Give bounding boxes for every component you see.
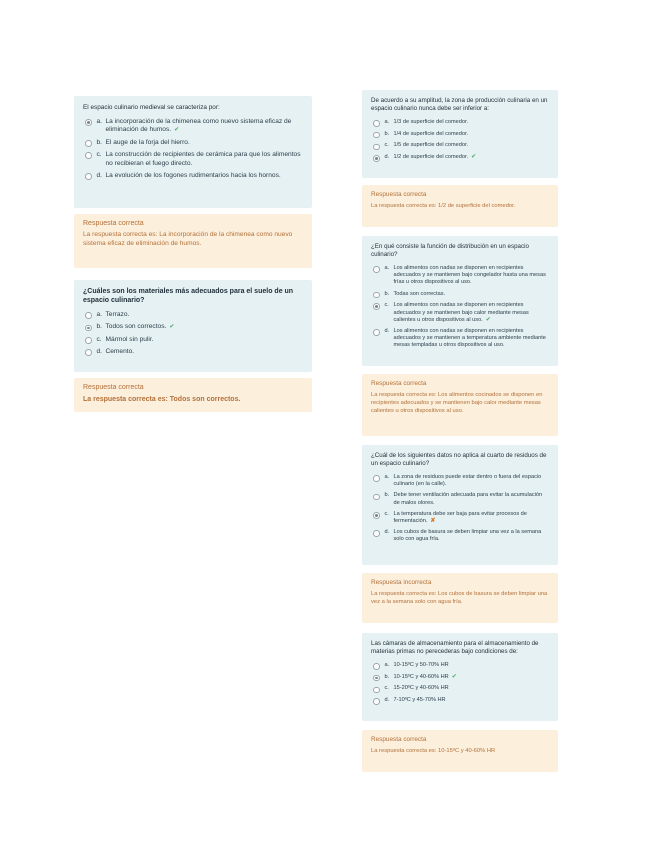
feedback-body: La respuesta correcta es: Los alimentos cocinados se disponen en recipientes adecuados y se mantienen bajo calor mediante mesas calientes u otros dispositivos al uso. [371, 392, 543, 414]
answer-option[interactable] [83, 139, 303, 147]
feedback-card-2 [74, 378, 312, 412]
feedback-card-3 [362, 185, 558, 227]
radio-button[interactable] [373, 329, 380, 336]
option-text [394, 529, 550, 543]
answer-option[interactable] [371, 302, 549, 324]
feedback-title: Respuesta correcta [371, 380, 427, 387]
option-letter: a. [384, 119, 390, 125]
radio-button[interactable] [373, 144, 380, 151]
option-label: Todos son correctos. [105, 323, 167, 331]
option-letter: d. [96, 348, 102, 356]
answer-option[interactable] [371, 511, 549, 525]
option-letter: a. [384, 662, 390, 668]
option-label: El auge de la forja del hierro. [105, 138, 190, 146]
answer-option[interactable] [371, 674, 549, 682]
option-text [394, 119, 550, 126]
check-icon: ✔ [471, 154, 477, 161]
question-card-5 [362, 445, 558, 565]
radio-button[interactable] [85, 140, 92, 147]
radio-button[interactable] [85, 337, 92, 344]
option-letter: d. [384, 697, 390, 704]
answer-option[interactable] [371, 662, 549, 670]
option-label: La evolución de los fogones rudimentarios hacia los hornos. [105, 172, 281, 180]
option-label: Debe tener ventilación adecuada para evitar la acumulación de malos olores. [393, 492, 543, 506]
option-text [394, 131, 550, 138]
radio-button[interactable] [373, 475, 380, 482]
answer-option[interactable] [371, 685, 549, 693]
question-card-4 [362, 236, 558, 366]
options-list [371, 474, 549, 544]
option-label: Los alimentos con nadas se disponen en recipientes adecuados y se mantienen bajo calor mediante mesas calientes u otros dispositivos al uso. [393, 302, 529, 323]
option-label: La construcción de recipientes de cerámica para que los alimentos no recibieran el fuego directo. [105, 151, 301, 167]
check-icon: ✔ [485, 316, 491, 323]
cross-icon: ✘ [430, 518, 436, 525]
option-label: Los alimentos con nadas se disponen en recipientes adecuados y se mantienen a temperatura ambiente mediante mesas templadas u otros dispositivos al uso. [393, 327, 546, 349]
check-icon: ✔ [169, 324, 175, 331]
option-text [394, 142, 550, 149]
answer-option[interactable] [371, 492, 549, 506]
option-text [394, 492, 550, 506]
answer-option[interactable] [83, 172, 303, 180]
radio-button[interactable] [85, 119, 92, 126]
options-list [371, 662, 549, 705]
answer-option[interactable] [371, 529, 549, 543]
option-text [394, 328, 550, 350]
radio-button[interactable] [373, 530, 380, 537]
radio-button[interactable] [373, 663, 380, 670]
check-icon: ✔ [174, 127, 180, 134]
answer-option[interactable] [83, 336, 303, 344]
option-letter: d. [384, 154, 390, 161]
radio-button[interactable] [373, 494, 380, 501]
feedback-body: La respuesta correcta es: Todos son correctos. [83, 396, 241, 403]
option-letter: c. [384, 302, 389, 309]
question-text: ¿En qué consiste la función de distribución en un espacio culinario? [371, 243, 529, 258]
radio-button[interactable] [373, 266, 380, 273]
option-text [394, 302, 550, 324]
option-label: 15-20ºC y 40-60% HR [393, 685, 449, 692]
answer-option[interactable] [371, 291, 549, 299]
feedback-title: Respuesta correcta [83, 384, 144, 391]
question-text: El espacio culinario medieval se caracteriza por: [83, 104, 220, 111]
question-text: ¿Cuál de los siguientes datos no aplica al cuarto de residuos de un espacio culinario? [371, 452, 547, 467]
answer-option[interactable] [83, 311, 303, 319]
option-letter: b. [96, 138, 102, 146]
option-letter: c. [96, 335, 102, 343]
option-label: 10-15ºC y 50-70% HR [393, 662, 449, 668]
option-label: Los cubos de basura se deben limpiar una vez a la semana solo con agua fría. [393, 529, 542, 543]
option-letter: c. [384, 142, 389, 149]
question-card-6 [362, 633, 558, 721]
option-letter: b. [384, 130, 390, 137]
radio-button[interactable] [85, 312, 92, 319]
option-letter: a. [96, 118, 102, 125]
options-list [371, 265, 549, 350]
option-text [106, 323, 304, 331]
option-label: Los alimentos con nadas se disponen en recipientes adecuados y se mantienen bajo congelador hasta una mesas frías u otros dispositivos al uso. [393, 265, 546, 286]
answer-option[interactable] [371, 119, 549, 127]
answer-option[interactable] [371, 474, 549, 488]
option-text [106, 348, 304, 356]
check-icon: ✔ [451, 673, 457, 680]
option-letter: a. [96, 311, 102, 318]
radio-button[interactable] [85, 325, 92, 332]
answer-option[interactable] [83, 323, 303, 331]
option-label: Mármol sin pulir. [105, 335, 154, 343]
option-text [106, 118, 304, 135]
options-list [83, 118, 303, 180]
radio-button[interactable] [85, 349, 92, 356]
feedback-card-1 [74, 214, 312, 268]
answer-option[interactable] [371, 131, 549, 139]
answer-option[interactable] [371, 328, 549, 350]
option-letter: a. [384, 474, 390, 480]
option-text [394, 474, 550, 488]
radio-button[interactable] [85, 173, 92, 180]
answer-option[interactable] [371, 142, 549, 150]
radio-button[interactable] [373, 687, 380, 694]
radio-button[interactable] [373, 303, 380, 310]
option-letter: a. [384, 265, 390, 271]
question-card-1 [74, 96, 312, 208]
radio-button[interactable] [85, 152, 92, 159]
option-letter: d. [384, 529, 390, 536]
radio-button[interactable] [373, 292, 380, 299]
options-list [83, 311, 303, 357]
option-label: 1/2 de superficie del comedor. [393, 154, 469, 161]
question-text: Las cámaras de almacenamiento para el almacenamiento de materias primas no perecederas bajo condiciones de: [371, 640, 539, 655]
feedback-card-6 [362, 730, 558, 772]
feedback-title: Respuesta incorrecta [371, 579, 432, 586]
option-letter: c. [96, 151, 102, 159]
option-letter: d. [384, 327, 390, 334]
question-text: De acuerdo a su amplitud, la zona de producción culinaria en un espacio culinario nunca debe ser inferior a: [371, 97, 548, 112]
option-label: 10-15ºC y 40-60% HR [393, 673, 449, 680]
option-text [394, 291, 550, 298]
option-text [394, 265, 550, 287]
answer-option[interactable] [371, 265, 549, 287]
feedback-title: Respuesta correcta [371, 736, 427, 743]
radio-button[interactable] [373, 120, 380, 127]
option-letter: c. [384, 685, 389, 692]
option-letter: b. [384, 290, 390, 297]
option-text [106, 139, 304, 147]
option-label: La incorporación de la chimenea como nuevo sistema eficaz de eliminación de humos. [105, 118, 292, 134]
answer-option[interactable] [371, 154, 549, 162]
feedback-title: Respuesta correcta [83, 220, 144, 227]
feedback-body: La respuesta correcta es: 10-15ºC y 40-60% HR [371, 748, 496, 754]
option-text [394, 154, 550, 161]
question-text: ¿Cuáles son los materiales más adecuados para el suelo de un espacio culinario? [83, 288, 294, 304]
option-label: 1/4 de superficie del comedor. [393, 130, 469, 137]
option-label: 1/3 de superficie del comedor. [393, 119, 469, 125]
option-text [394, 511, 550, 525]
feedback-body: La respuesta correcta es: 1/2 de superficie del comedor. [371, 203, 516, 209]
radio-button[interactable] [373, 675, 380, 682]
option-text [394, 685, 550, 692]
option-letter: c. [384, 510, 389, 517]
option-text [106, 151, 304, 168]
option-letter: b. [384, 492, 390, 499]
feedback-card-4 [362, 374, 558, 436]
option-label: Terrazo. [105, 311, 130, 318]
option-letter: d. [96, 172, 102, 180]
feedback-body: La respuesta correcta es: La incorporación de la chimenea como nuevo sistema eficaz de eliminación de humos. [83, 231, 293, 247]
option-letter: b. [384, 673, 390, 680]
feedback-card-5 [362, 573, 558, 623]
answer-option[interactable] [371, 697, 549, 705]
feedback-body: La respuesta correcta es: Los cubos de basura se deben limpiar una vez a la semana solo con agua fría. [371, 591, 548, 605]
answer-option[interactable] [83, 348, 303, 356]
question-card-2 [74, 280, 312, 372]
options-list [371, 119, 549, 162]
option-label: La temperatura debe ser baja para evitar procesos de fermentación. [393, 510, 527, 525]
option-text [394, 662, 550, 669]
option-text [394, 697, 550, 704]
option-label: 1/5 de superficie del comedor. [393, 142, 469, 149]
option-text [106, 311, 304, 319]
option-text [394, 674, 550, 681]
option-label: La zona de residuos puede estar dentro o fuera del espacio culinario (en la calle). [393, 474, 542, 488]
answer-option[interactable] [83, 118, 303, 135]
radio-button[interactable] [373, 698, 380, 705]
radio-button[interactable] [373, 132, 380, 139]
option-text [106, 172, 304, 180]
option-label: Todas son correctas. [393, 290, 446, 297]
question-card-3 [362, 90, 558, 178]
feedback-title: Respuesta correcta [371, 191, 427, 198]
option-text [106, 336, 304, 344]
option-label: Cemento. [105, 348, 135, 356]
radio-button[interactable] [373, 155, 380, 162]
option-label: 7-10ºC y 45-70% HR [393, 697, 446, 704]
answer-option[interactable] [83, 151, 303, 168]
option-letter: b. [96, 323, 102, 331]
radio-button[interactable] [373, 512, 380, 519]
